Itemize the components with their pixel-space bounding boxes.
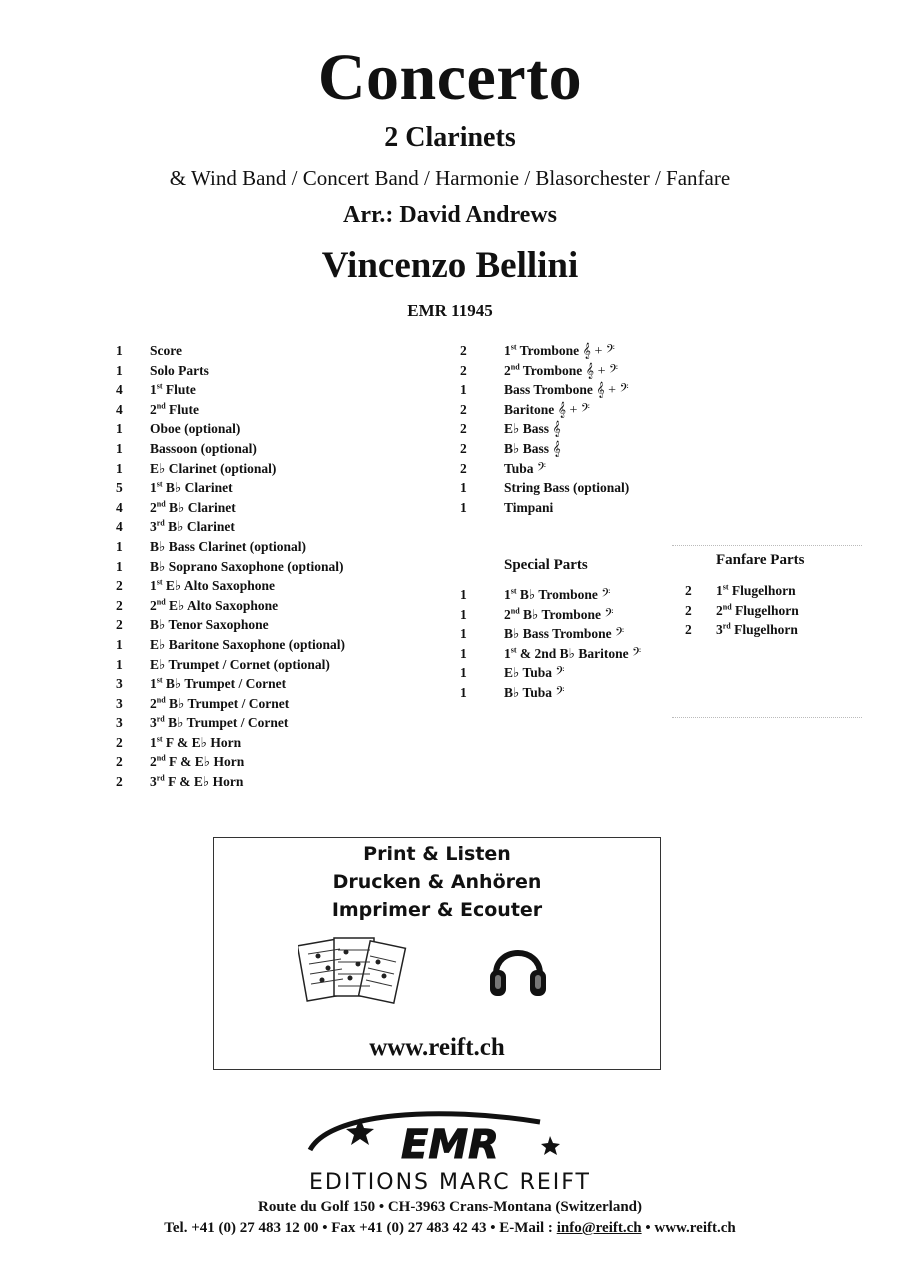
part-name	[150, 674, 286, 694]
contact-suffix: • www.reift.ch	[641, 1220, 736, 1236]
part-label: Solo Parts	[150, 362, 209, 378]
part-quantity: 3	[116, 715, 123, 731]
publisher-contact	[0, 1220, 900, 1237]
part-ordinal-suffix: st	[510, 645, 517, 655]
part-quantity: 1	[460, 645, 467, 661]
part-label: E♭ Bass	[504, 421, 550, 437]
part-label: Flugelhorn	[730, 622, 798, 638]
part-name	[504, 341, 615, 362]
part-ordinal-suffix: nd	[510, 606, 520, 616]
part-name	[150, 400, 199, 420]
publisher-name: EDITIONS MARC REIFT	[309, 1170, 591, 1195]
part-row	[116, 596, 446, 616]
parts-list-right	[460, 341, 700, 517]
email-link[interactable]: info@reift.ch	[556, 1220, 642, 1236]
part-label: B♭ Tenor Saxophone	[150, 617, 269, 633]
part-row	[116, 655, 446, 675]
part-quantity: 2	[685, 583, 692, 598]
part-label: Baritone	[504, 401, 555, 417]
parts-list-left	[116, 341, 446, 792]
part-ordinal-suffix: st	[722, 582, 729, 592]
part-row	[460, 419, 700, 439]
divider	[672, 717, 862, 718]
part-row	[116, 341, 446, 361]
part-quantity: 2	[116, 734, 123, 750]
part-label: Flute	[165, 401, 200, 417]
part-label: B♭ Clarinet	[162, 480, 233, 496]
part-quantity: 1	[116, 636, 123, 652]
part-name	[150, 713, 288, 733]
part-row	[685, 601, 865, 621]
part-quantity: 1	[460, 665, 467, 681]
part-label: Flugelhorn	[731, 602, 799, 618]
part-ordinal-suffix: nd	[156, 753, 166, 763]
clef-icon: 𝄢	[552, 666, 565, 682]
part-ordinal-suffix: nd	[156, 401, 166, 411]
part-label: E♭ Baritone Saxophone (optional)	[150, 636, 346, 652]
part-ordinal-suffix: nd	[722, 602, 732, 612]
part-name	[150, 419, 240, 439]
clef-icon: 𝄢	[601, 607, 614, 623]
part-row	[116, 674, 446, 694]
clef-icon: 𝄢	[628, 646, 642, 662]
promo-url: www.reift.ch	[369, 1034, 505, 1061]
part-name	[504, 400, 590, 421]
part-ordinal: 1	[150, 382, 157, 398]
part-label: F & E♭ Horn	[165, 754, 245, 770]
part-row	[460, 459, 700, 479]
sheet-music-icon	[298, 934, 408, 1010]
part-quantity: 1	[460, 480, 467, 496]
part-name	[150, 752, 244, 772]
part-label: B♭ Trombone	[516, 587, 598, 602]
part-quantity: 1	[460, 587, 467, 602]
part-label: String Bass (optional)	[504, 480, 630, 496]
part-name	[150, 615, 269, 635]
part-quantity: 3	[116, 695, 123, 711]
part-ordinal: 2	[150, 499, 157, 515]
part-name	[150, 655, 330, 675]
part-quantity: 2	[116, 617, 123, 633]
part-label: Score	[150, 343, 182, 358]
part-label: B♭ Tuba	[504, 684, 553, 700]
headphones-icon	[486, 934, 550, 1002]
part-quantity: 2	[460, 460, 467, 476]
emr-logo	[300, 1106, 600, 1166]
promo-line-imprimer: Imprimer & Ecouter	[331, 899, 543, 921]
part-quantity: 5	[116, 480, 123, 496]
page-title: Concerto	[317, 41, 583, 114]
part-name	[504, 439, 561, 460]
part-name	[504, 683, 565, 704]
part-label: E♭ Tuba	[504, 665, 553, 681]
part-label: B♭ Trumpet / Cornet	[164, 715, 289, 731]
part-name	[150, 361, 209, 381]
part-row	[460, 585, 700, 605]
part-quantity: 2	[460, 362, 467, 378]
part-row	[116, 478, 446, 498]
part-label: Tuba	[504, 460, 534, 476]
part-name	[716, 601, 799, 621]
part-label: Bass Trombone	[504, 382, 593, 398]
part-quantity: 1	[116, 538, 123, 554]
part-label: Trombone	[516, 343, 580, 358]
part-label: B♭ Soprano Saxophone (optional)	[150, 558, 344, 574]
part-row	[460, 624, 700, 644]
part-label: B♭ Trombone	[519, 606, 602, 622]
band-line: & Wind Band / Concert Band / Harmonie / Blasorchester / Fanfare	[169, 166, 731, 190]
part-label: E♭ Alto Saxophone	[162, 578, 276, 594]
part-row	[460, 663, 700, 683]
part-label: B♭ Clarinet	[165, 499, 236, 515]
part-ordinal-suffix: rd	[156, 773, 165, 783]
part-quantity: 1	[116, 343, 123, 358]
part-quantity: 2	[116, 597, 123, 613]
part-name	[150, 517, 235, 537]
part-quantity: 1	[460, 499, 467, 515]
part-row	[116, 576, 446, 596]
part-ordinal: 1	[716, 583, 723, 598]
part-ordinal: 1	[150, 480, 157, 496]
part-quantity: 1	[116, 460, 123, 476]
part-label: Oboe (optional)	[150, 421, 241, 437]
clef-icon: 𝄢	[533, 461, 547, 477]
part-ordinal-suffix: st	[156, 734, 163, 744]
part-quantity: 3	[116, 676, 123, 692]
part-label: B♭ Trumpet / Cornet	[165, 695, 290, 711]
part-name	[504, 380, 629, 401]
part-quantity: 2	[116, 774, 123, 790]
clef-icon: 𝄢	[611, 627, 625, 643]
part-name	[150, 498, 236, 518]
clef-icon: 𝄞 + 𝄢	[592, 383, 629, 399]
part-ordinal: 1	[504, 587, 511, 602]
part-ordinal: 1	[150, 676, 157, 692]
part-ordinal-suffix: nd	[156, 695, 166, 705]
part-row	[460, 498, 700, 518]
part-quantity: 2	[460, 401, 467, 417]
part-row	[116, 380, 446, 400]
part-ordinal-suffix: st	[156, 479, 163, 489]
contact-prefix: Tel. +41 (0) 27 483 12 00 • Fax +41 (0) 27 483 42 43 • E-Mail :	[164, 1220, 557, 1236]
part-row	[460, 380, 700, 400]
part-quantity: 1	[460, 684, 467, 700]
part-label: B♭ Bass Clarinet (optional)	[150, 538, 307, 554]
part-row	[116, 537, 446, 557]
part-quantity: 1	[116, 558, 123, 574]
part-label: Flugelhorn	[728, 583, 796, 598]
part-ordinal: 2	[504, 606, 511, 622]
part-row	[685, 620, 865, 640]
part-row	[116, 635, 446, 655]
part-name	[504, 585, 610, 606]
part-label: Flute	[162, 382, 196, 398]
clef-icon: 𝄞 + 𝄢	[554, 402, 590, 418]
part-name	[150, 733, 241, 753]
part-quantity: 2	[460, 440, 467, 456]
part-row	[116, 439, 446, 459]
part-quantity: 4	[116, 519, 123, 535]
part-ordinal: 2	[150, 754, 157, 770]
part-row	[460, 605, 700, 625]
clef-icon: 𝄞 + 𝄢	[579, 344, 615, 359]
part-label: B♭ Clarinet	[164, 519, 235, 535]
part-quantity: 1	[460, 626, 467, 642]
part-quantity: 4	[116, 382, 123, 398]
clef-icon: 𝄞 + 𝄢	[582, 363, 618, 379]
part-row	[116, 615, 446, 635]
part-name	[504, 498, 553, 519]
fanfare-parts-heading: Fanfare Parts	[716, 552, 805, 568]
fanfare-parts-list	[685, 581, 865, 640]
part-label: E♭ Alto Saxophone	[165, 597, 279, 613]
part-quantity: 2	[685, 602, 692, 618]
part-ordinal: 2	[716, 602, 723, 618]
part-ordinal-suffix: st	[156, 577, 163, 587]
part-name	[150, 694, 289, 714]
part-ordinal: 2	[504, 362, 511, 378]
part-label: B♭ Trumpet / Cornet	[162, 676, 287, 692]
part-ordinal: 2	[150, 695, 157, 711]
part-row	[116, 713, 446, 733]
part-label: & 2nd B♭ Baritone	[516, 645, 629, 661]
part-name	[150, 557, 344, 577]
print-listen-box	[213, 837, 661, 1070]
part-ordinal-suffix: rd	[722, 621, 731, 631]
part-ordinal: 2	[150, 597, 157, 613]
part-ordinal: 1	[150, 578, 157, 594]
clef-icon: 𝄞	[549, 441, 561, 457]
part-ordinal: 1	[504, 343, 511, 358]
part-quantity: 1	[116, 362, 123, 378]
part-quantity: 2	[460, 343, 467, 358]
part-quantity: 1	[116, 440, 123, 456]
part-quantity: 2	[460, 421, 467, 437]
part-ordinal: 2	[150, 401, 157, 417]
promo-line-print: Print & Listen	[363, 843, 511, 865]
part-ordinal: 3	[716, 622, 723, 638]
part-name	[504, 624, 624, 645]
clef-icon: 𝄞	[549, 422, 561, 438]
part-row	[116, 400, 446, 420]
part-ordinal: 3	[150, 715, 157, 731]
part-name	[150, 596, 278, 616]
part-ordinal-suffix: st	[156, 381, 163, 391]
part-name	[150, 635, 345, 655]
part-name	[716, 581, 796, 601]
part-ordinal-suffix: nd	[156, 499, 166, 509]
part-quantity: 1	[116, 656, 123, 672]
part-label: B♭ Bass	[504, 440, 550, 456]
part-quantity: 2	[685, 622, 692, 638]
part-name	[504, 605, 614, 626]
part-ordinal-suffix: rd	[156, 714, 165, 724]
part-row	[116, 772, 446, 792]
part-ordinal-suffix: st	[510, 586, 517, 596]
part-name	[150, 478, 233, 498]
part-quantity: 1	[460, 606, 467, 622]
part-name	[150, 576, 275, 596]
part-ordinal-suffix: rd	[156, 518, 165, 528]
part-ordinal: 1	[150, 734, 157, 750]
part-row	[460, 478, 700, 498]
part-row	[116, 733, 446, 753]
part-label: F & E♭ Horn	[164, 774, 244, 790]
part-quantity: 1	[116, 421, 123, 437]
part-quantity: 2	[116, 578, 123, 594]
part-name	[504, 478, 629, 499]
part-label: Trombone	[519, 362, 583, 378]
part-name	[504, 361, 618, 382]
part-row	[116, 557, 446, 577]
part-ordinal-suffix: nd	[510, 362, 520, 372]
part-row	[116, 752, 446, 772]
part-quantity: 2	[116, 754, 123, 770]
part-name	[504, 419, 561, 440]
part-label: Timpani	[504, 499, 554, 515]
publisher-address: Route du Golf 150 • CH-3963 Crans-Montana (Switzerland)	[258, 1199, 642, 1215]
part-row	[116, 361, 446, 381]
part-name	[150, 439, 257, 459]
composer: Vincenzo Bellini	[321, 245, 579, 286]
part-label: F & E♭ Horn	[162, 734, 242, 750]
part-row	[116, 459, 446, 479]
part-row	[116, 517, 446, 537]
part-name	[150, 380, 196, 400]
promo-line-drucken: Drucken & Anhören	[332, 871, 542, 893]
part-label: E♭ Clarinet (optional)	[150, 460, 277, 476]
part-ordinal: 1	[504, 645, 511, 661]
part-row	[116, 694, 446, 714]
part-ordinal: 3	[150, 519, 157, 535]
part-row	[460, 400, 700, 420]
part-quantity: 1	[460, 382, 467, 398]
part-row	[460, 341, 700, 361]
subtitle: 2 Clarinets	[384, 122, 516, 153]
part-name	[504, 459, 546, 480]
special-parts-heading: Special Parts	[504, 557, 588, 573]
part-name	[150, 537, 306, 557]
part-quantity: 4	[116, 401, 123, 417]
part-row	[116, 419, 446, 439]
part-row	[460, 644, 700, 664]
special-parts-list	[460, 585, 700, 703]
part-name	[150, 341, 182, 361]
part-row	[460, 683, 700, 703]
part-row	[116, 498, 446, 518]
logo-text: EMR	[401, 1122, 499, 1166]
part-label: E♭ Trumpet / Cornet (optional)	[150, 656, 330, 672]
part-row	[685, 581, 865, 601]
divider	[672, 545, 862, 546]
part-label: Bassoon (optional)	[150, 440, 257, 456]
part-ordinal-suffix: st	[156, 675, 163, 685]
arranger: Arr.: David Andrews	[342, 202, 558, 228]
part-name	[150, 459, 276, 479]
part-quantity: 4	[116, 499, 123, 515]
part-name	[716, 620, 798, 640]
catalog-code: EMR 11945	[407, 301, 493, 320]
part-label: B♭ Bass Trombone	[504, 626, 612, 642]
part-name	[150, 772, 243, 792]
part-row	[460, 361, 700, 381]
part-ordinal-suffix: st	[510, 342, 517, 352]
part-name	[504, 663, 565, 684]
part-row	[460, 439, 700, 459]
part-name	[504, 644, 641, 665]
clef-icon: 𝄢	[552, 685, 565, 701]
part-ordinal-suffix: nd	[156, 597, 166, 607]
part-ordinal: 3	[150, 774, 157, 790]
clef-icon: 𝄢	[597, 588, 611, 603]
